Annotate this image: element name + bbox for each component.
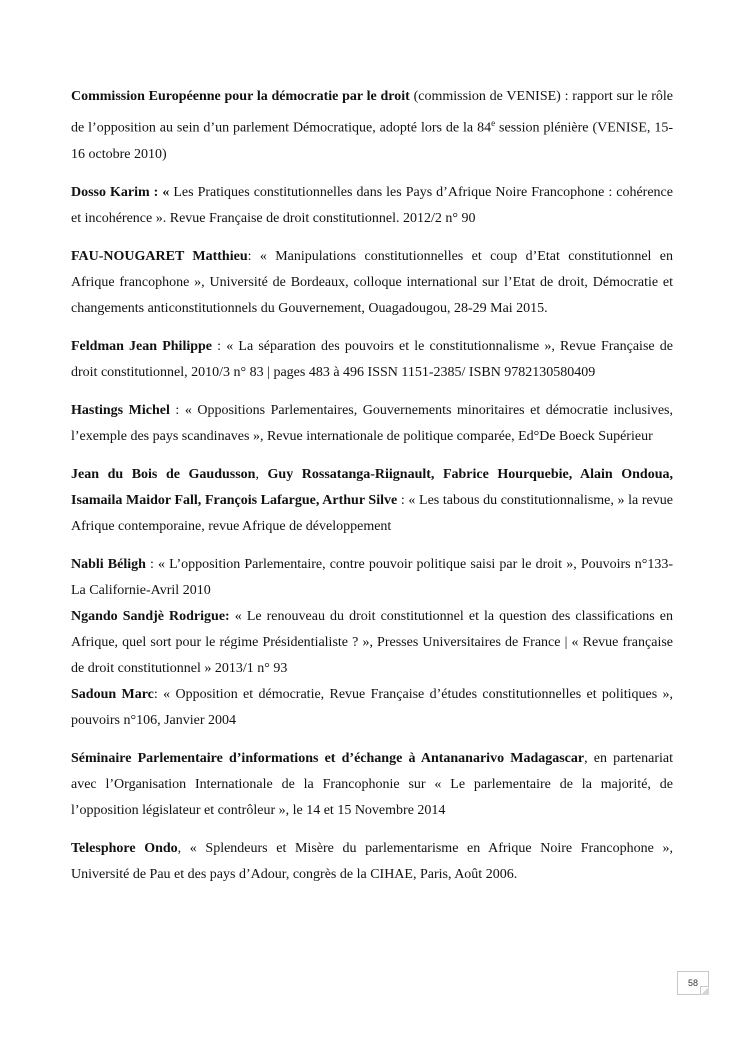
bibliography-list xyxy=(71,84,673,900)
reference-entry xyxy=(71,552,673,604)
reference-text: , en partenariat avec l’Organisation Internationale de la Francophonie sur « Le parlementaire de la majorité, de l’opposition législateur et contrôleur », le 14 et 15 Novembre 2014 xyxy=(71,750,674,818)
reference-text: : « Manipulations constitutionnelles et coup d’Etat constitutionnel en Afrique francophone », Université de Bordeaux, colloque international sur l’Etat de droit, Démocratie et changements anticonstitutionnels du Gouvernement, Ouagadougou, 28-29 Mai 2015. xyxy=(71,248,673,316)
reference-entry xyxy=(71,682,673,734)
reference-entry xyxy=(71,334,673,386)
reference-entry xyxy=(71,84,673,168)
reference-author: Sadoun Marc xyxy=(71,686,154,702)
reference-entry xyxy=(71,836,673,888)
reference-author: Commission Européenne pour la démocratie par le droit xyxy=(71,89,410,104)
reference-author: Telesphore Ondo xyxy=(71,840,178,856)
reference-author: Jean du Bois de Gaudusson xyxy=(71,466,256,482)
reference-superscript: e xyxy=(491,118,496,128)
reference-text: : « Oppositions Parlementaires, Gouvernements minoritaires et démocratie inclusives, l’exemple des pays scandinaves », Revue internationale de politique comparée, Ed°De Boeck Supérieur xyxy=(71,402,673,444)
reference-author: Feldman Jean Philippe xyxy=(71,338,213,354)
page-number: 58 xyxy=(687,978,698,988)
reference-entry xyxy=(71,462,673,540)
reference-author: Ngando Sandjè Rodrigue: xyxy=(71,608,230,624)
reference-text: « Le renouveau du droit constitutionnel et la question des classifications en Afrique, quel sort pour le régime Présidentialiste ? », Presses Universitaires de France | « Revue française de droit constitutionnel » 2013/1 n° 93 xyxy=(71,608,673,676)
reference-entry xyxy=(71,180,673,232)
reference-separator: , xyxy=(255,466,268,482)
reference-text: : « Opposition et démocratie, Revue Française d’études constitutionnelles et politiques », pouvoirs n°106, Janvier 2004 xyxy=(71,686,673,728)
reference-text: session plénière (VENISE, 15-16 octobre 2010) xyxy=(71,120,673,162)
reference-author: Nabli Béligh xyxy=(71,556,146,572)
reference-author: Hastings Michel xyxy=(71,402,170,418)
reference-coauthors: Guy Rossatanga-Riignault, Fabrice Hourquebie, Alain Ondoua, Isamaila Maidor Fall, François Lafargue, Arthur Silve xyxy=(71,466,674,508)
reference-text: : « Les tabous du constitutionnalisme, » la revue Afrique contemporaine, revue Afrique de développement xyxy=(71,492,673,534)
reference-entry xyxy=(71,746,673,824)
page-number-box xyxy=(677,971,709,995)
reference-entry xyxy=(71,604,673,682)
reference-text: : « La séparation des pouvoirs et le constitutionnalisme », Revue Française de droit constitutionnel, 2010/3 n° 83 | pages 483 à 496 ISSN 1151-2385/ ISBN 9782130580409 xyxy=(71,338,673,380)
page-curl-icon xyxy=(700,986,709,995)
reference-author: Séminaire Parlementaire d’informations et d’échange à Antananarivo Madagascar xyxy=(71,750,585,766)
reference-author: Dosso Karim : « xyxy=(71,184,170,200)
reference-text: : « L’opposition Parlementaire, contre pouvoir politique saisi par le droit », Pouvoirs n°133-La Californie-Avril 2010 xyxy=(71,556,673,598)
reference-entry xyxy=(71,244,673,322)
reference-text: (commission de VENISE) : rapport sur le rôle de l’opposition au sein d’un parlement Démocratique, adopté lors de la 84 xyxy=(71,89,673,136)
reference-author: FAU-NOUGARET Matthieu xyxy=(71,248,248,264)
reference-entry xyxy=(71,398,673,450)
reference-text: , « Splendeurs et Misère du parlementarisme en Afrique Noire Francophone », Université de Pau et des pays d’Adour, congrès de la CIHAE, Paris, Août 2006. xyxy=(71,840,673,882)
reference-text: Les Pratiques constitutionnelles dans les Pays d’Afrique Noire Francophone : cohérence et incohérence ». Revue Française de droit constitutionnel. 2012/2 n° 90 xyxy=(71,184,673,226)
